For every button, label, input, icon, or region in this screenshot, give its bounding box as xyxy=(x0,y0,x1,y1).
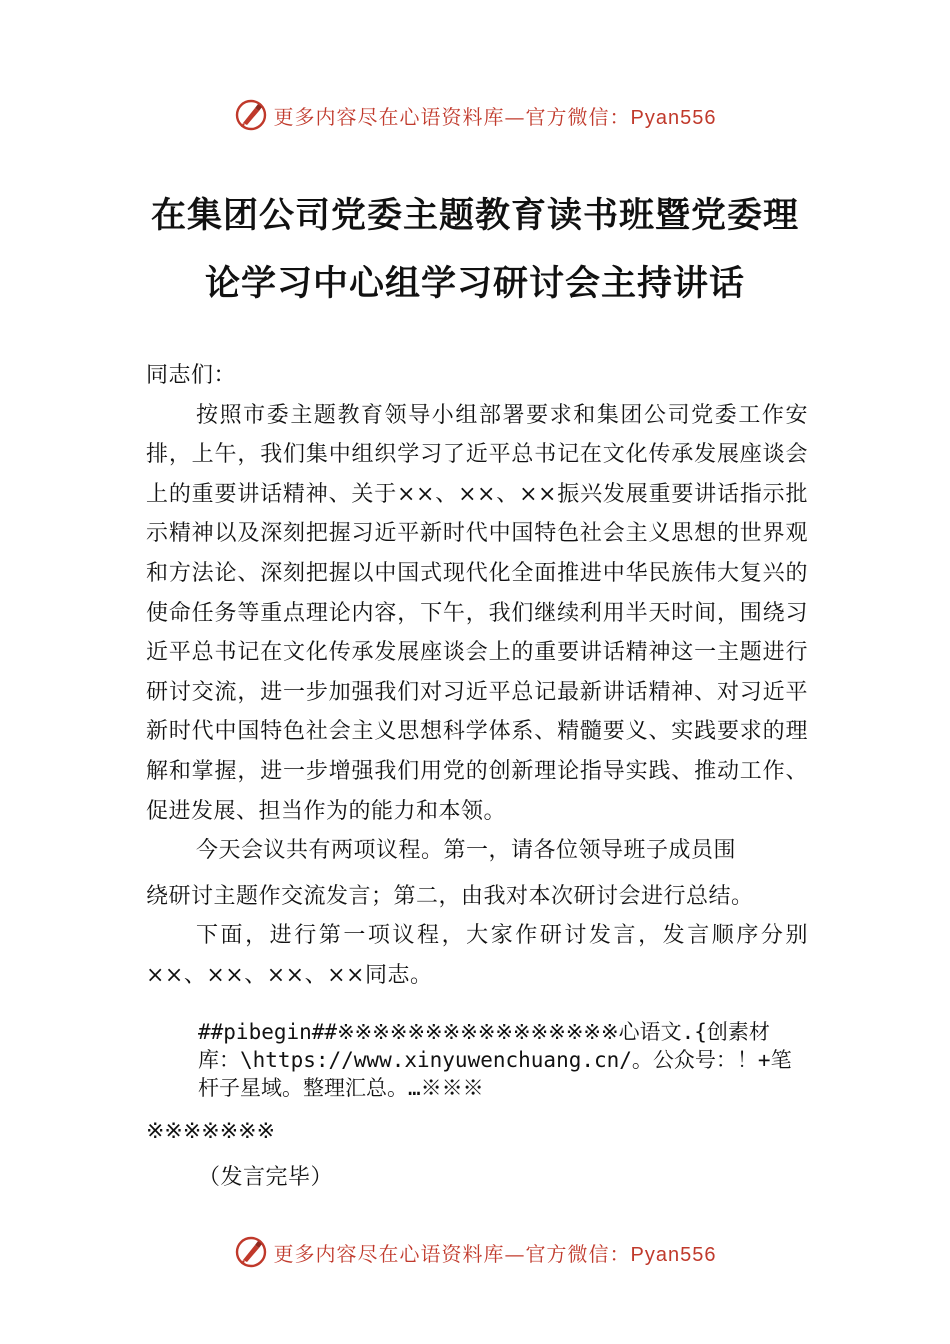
agenda-line-2: 绕研讨主题作交流发言；第二，由我对本次研讨会进行总结。 xyxy=(146,883,754,909)
paragraph-agenda xyxy=(146,831,808,916)
pen-nib-icon xyxy=(234,98,268,132)
title-line-1: 在集团公司党委主题教育读书班暨党委理 xyxy=(150,196,799,236)
watermark-handle: Pyan556 xyxy=(630,1243,717,1266)
watermark-handle: Pyan556 xyxy=(630,106,717,129)
agenda-line-1: 今天会议共有两项议程。第一，请各位领导班子成员围 xyxy=(196,838,737,864)
symbols-line: ※※※※※※※ xyxy=(146,1118,276,1144)
pen-nib-icon xyxy=(234,1235,268,1269)
watermark-caption: 更多内容尽在心语资料库—官方微信： xyxy=(273,104,631,129)
greeting: 同志们： xyxy=(146,363,237,388)
paragraph-speaking-order: 下面，进行第一项议程，大家作研讨发言，发言顺序分别××、××、××、××同志。 xyxy=(146,923,808,988)
watermark-footer xyxy=(0,1232,950,1272)
document-title xyxy=(140,182,810,318)
paragraph-intro: 按照市委主题教育领导小组部署要求和集团公司党委工作安排，上午，我们集中组织学习了近平总书记在文化传承发展座谈会上的重要讲话精神、关于××、××、××振兴发展重要讲话指示批示精神以及深刻把握习近平新时代中国特色社会主义思想的世界观和方法论、深刻把握以中国式现代化全面推进中华民族伟大复兴的使命任务等重点理论内容，下午，我们继续利用半天时间，围绕习近平总书记在文化传承发展座谈会上的重要讲话精神这一主题进行研讨交流，进一步加强我们对习近平总记最新讲话精神、对习近平新时代中国特色社会主义思想科学体系、精髓要义、实践要求的理解和掌握，进一步增强我们用党的创新理论指导实践、推动工作、促进发展、担当作为的能力和本领。 xyxy=(146,402,808,824)
watermark-text xyxy=(274,101,717,130)
title-line-2: 论学习中心组学习研讨会主持讲话 xyxy=(204,264,745,304)
document-body xyxy=(146,356,808,1197)
watermark-text xyxy=(274,1238,717,1267)
watermark-caption: 更多内容尽在心语资料库—官方微信： xyxy=(273,1241,631,1266)
closing-note: （发言完毕） xyxy=(198,1164,334,1190)
paragraph-source-note: ##pibegin##※※※※※※※※※※※※※※※※心语文.{创素材库：\https://www.xinyuwenchuang.cn/。公众号：！+笔杆子星域。整理汇总。…※※※ xyxy=(198,1019,792,1100)
watermark-header xyxy=(0,95,950,135)
